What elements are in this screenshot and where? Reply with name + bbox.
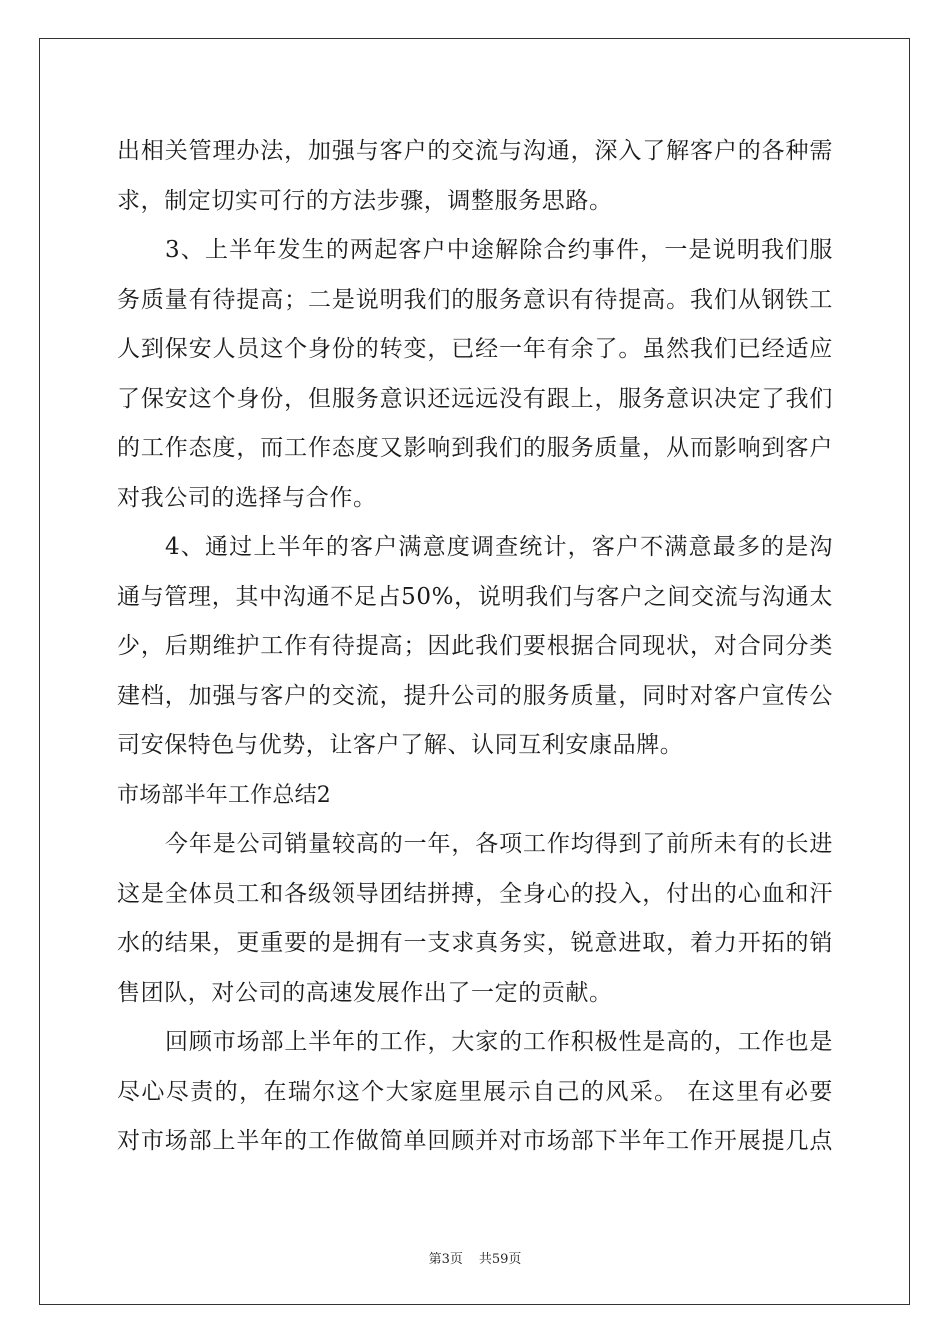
text-line: 尽心尽责的，在瑞尔这个大家庭里展示自己的风采。 在这里有必要 xyxy=(117,1078,833,1105)
text-line: 水的结果，更重要的是拥有一支求真务实，锐意进取，着力开拓的销 xyxy=(117,930,833,956)
text-line: 售团队，对公司的高速发展作出了一定的贡献。 xyxy=(117,979,613,1006)
text-line: 司安保特色与优势，让客户了解、认同互利安康品牌。 xyxy=(117,732,684,758)
text-line: 通与管理，其中沟通不足占50%，说明我们与客户之间交流与沟通太 xyxy=(117,583,833,610)
paragraph-start-line: 4、通过上半年的客户满意度调查统计，客户不满意最多的是沟 xyxy=(165,534,833,560)
page-number: 第3页 xyxy=(428,1252,463,1267)
text-line: 务质量有待提高；二是说明我们的服务意识有待提高。我们从钢铁工 xyxy=(117,286,833,313)
text-line: 人到保安人员这个身份的转变，已经一年有余了。虽然我们已经适应 xyxy=(117,336,833,362)
text-line: 建档，加强与客户的交流，提升公司的服务质量，同时对客户宣传公 xyxy=(117,682,833,709)
text-line: 的工作态度，而工作态度又影响到我们的服务质量，从而影响到客户 xyxy=(117,435,833,461)
text-line: 对我公司的选择与合作。 xyxy=(117,484,377,511)
text-line: 出相关管理办法，加强与客户的交流与沟通，深入了解客户的各种需 xyxy=(117,138,833,164)
paragraph-start-line: 今年是公司销量较高的一年，各项工作均得到了前所未有的长进 xyxy=(165,831,833,857)
text-line: 求，制定切实可行的方法步骤，调整服务思路。 xyxy=(117,187,613,214)
page-footer xyxy=(0,1248,950,1267)
page-total: 共59页 xyxy=(478,1252,522,1267)
document-body xyxy=(117,127,833,1167)
paragraph-start-line: 3、上半年发生的两起客户中途解除合约事件，一是说明我们服 xyxy=(165,237,833,263)
paragraph-start-line: 回顾市场部上半年的工作，大家的工作积极性是高的，工作也是 xyxy=(165,1029,833,1055)
section-heading: 市场部半年工作总结2 xyxy=(117,782,331,808)
text-line: 这是全体员工和各级领导团结拼搏，全身心的投入，付出的心血和汗 xyxy=(117,880,833,907)
text-line: 对市场部上半年的工作做简单回顾并对市场部下半年工作开展提几点 xyxy=(117,1128,833,1154)
text-line: 少，后期维护工作有待提高；因此我们要根据合同现状，对合同分类 xyxy=(117,633,833,659)
text-line: 了保安这个身份，但服务意识还远远没有跟上，服务意识决定了我们 xyxy=(117,385,833,412)
